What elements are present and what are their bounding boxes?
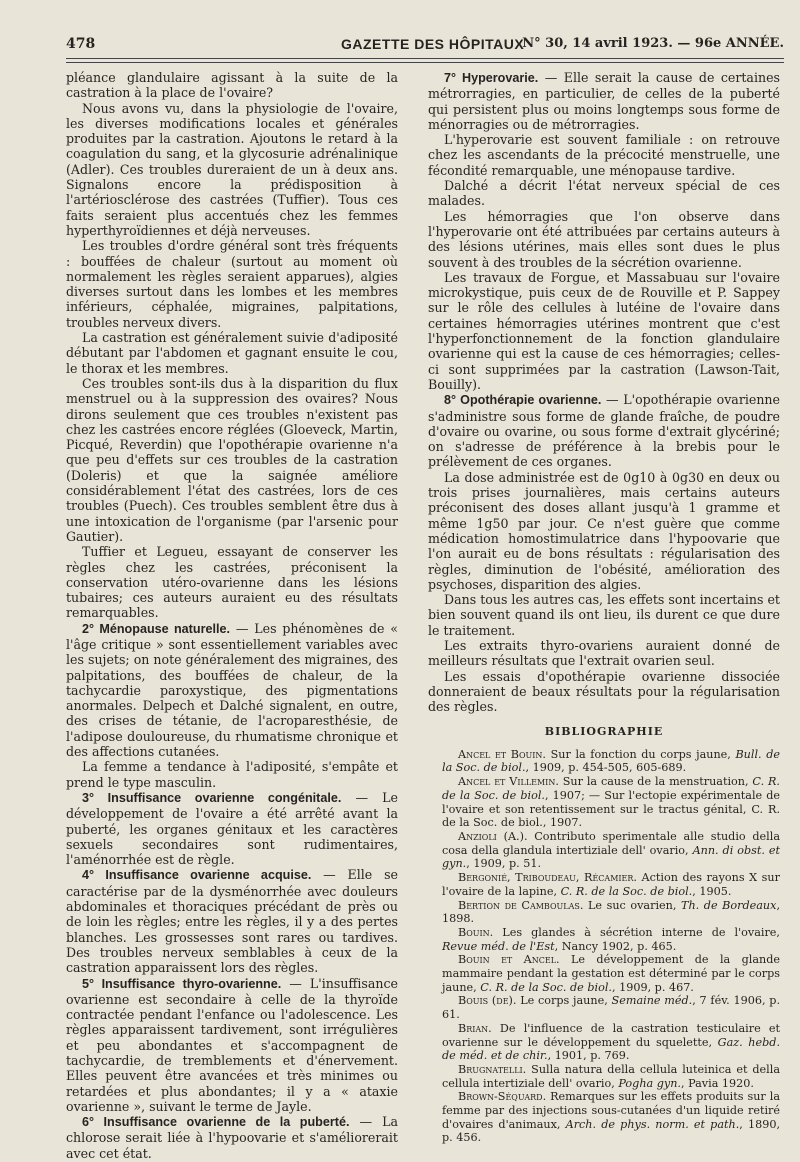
bibliography-source: Revue méd. de l'Est xyxy=(442,939,555,953)
section-acquired xyxy=(66,867,398,975)
section-heading: 2° Ménopause naturelle. xyxy=(82,621,230,636)
bibliography-details: , Nancy 1902, p. 465. xyxy=(554,939,677,953)
paragraph: Dalché a décrit l'état nerveux spécial de ces malades. xyxy=(428,178,780,209)
bibliography-source: Pogha gyn. xyxy=(618,1076,681,1090)
bibliography-entry xyxy=(428,994,780,1021)
section-text: — La chlorose serait liée à l'hypoovarie et s'améliorerait avec cet état. xyxy=(66,1114,398,1161)
bibliography-text: Sur la fonction du corps jaune, xyxy=(546,747,736,761)
bibliography-source: Semaine méd. xyxy=(611,994,693,1008)
bibliography-entry xyxy=(428,775,780,830)
running-header xyxy=(66,30,784,58)
issue-info: N° 30, 14 avril 1923. — 96e ANNÉE. xyxy=(522,36,784,51)
section-puberty xyxy=(66,1114,398,1161)
bibliography-author: Brown-Séquard. xyxy=(458,1090,547,1104)
bibliography-list xyxy=(428,748,780,1145)
bibliography-entry xyxy=(428,830,780,871)
paragraph: L'hyperovarie est souvent familiale : on retrouve chez les ascendants de la précocité menstruelle, une fécondité remarquable, une ménopause tardive. xyxy=(428,132,780,178)
bibliography-entry xyxy=(428,953,780,994)
section-congenital xyxy=(66,790,398,867)
paragraph: Les travaux de Forgue, et Massabuau sur l'ovaire microkystique, puis ceux de de Rouville et P. Sappey sur le rôle des cellules à lutéine de l'ovaire dans certaines hémorragies utérines montrent que c'est l'hyperfonctionnement de la fonction glandulaire ovarienne qui est la cause de ces hémorragies; celles-ci sont supprimées par la castration (Lawson-Tait, Bouilly). xyxy=(428,269,780,392)
bibliography-author: Brugnatelli. xyxy=(458,1062,527,1076)
section-text: — Elle se caractérise par de la dysménorrhée avec douleurs abdominales et thoraciques précédant de près ou de loin les règles; entre les règles, il y a des pertes blanches. Les grossesses sont rares ou tardives. Des troubles nerveux semblables à ceux de la castration apparaissent lors des règles. xyxy=(66,867,398,976)
journal-title: GAZETTE DES HÔPITAUX xyxy=(341,36,525,52)
paragraph: La dose administrée est de 0g10 à 0g30 en deux ou trois prises journalières, mais certains auteurs préconisent des doses allant jusqu'à 1 gramme et même 1g50 par jour. Ce n'est guère que comme médication homostimulatrice dans l'hypoovarie que l'on aurait eu de bons résultats : régularisation des règles, diminution de l'obésité, amélioration des psychoses, disparition des algies. xyxy=(428,469,780,592)
paragraph: Les hémorragies que l'on observe dans l'hyperovarie ont été attribuées par certains auteurs à des lésions utérines, mais elles sont dues le plus souvent à des troubles de la sécrétion ovarienne. xyxy=(428,208,780,270)
section-text: — Elle serait la cause de certaines métrorragies, en particulier, de celles de la puberté qui persistent plus ou moins longtemps sous forme de ménorragies ou de métrorragies. xyxy=(428,70,780,132)
section-thyro-ovarian xyxy=(66,976,398,1115)
bibliography-text: Contributo sperimentale alle studio della cosa della glandula intertiziale dell' ovario, xyxy=(442,829,780,857)
paragraph: Tuffier et Legueu, essayant de conserver les règles chez les castrées, préconisent la conservation utéro-ovarienne dans les lésions tubaires; ces auteurs auraient eu des résultats remarquables. xyxy=(66,544,398,621)
bibliography-details: , 1909, p. 467. xyxy=(611,980,694,994)
bibliography-text: Action des rayons X sur l'ovaire de la lapine, xyxy=(442,871,780,898)
paragraph: Ces troubles sont-ils dus à la disparition du flux menstruel ou à la suppression des ovaires? Nous dirons seulement que ces troubles n'existent pas chez les castrées encore réglées (Gloeveck, Martin, Picqué, Reverdin) que l'opothérapie ovarienne n'a que peu d'effets sur ces troubles de la castration (Doleris) et que la saignée améliore considérablement l'état des castrées, lors de ces troubles (Puech). Ces troubles semblent être dus à une intoxication de l'organisme (par l'arsenic pour Gautier). xyxy=(66,375,398,544)
section-heading: 6° Insuffisance ovarienne de la puberté. xyxy=(82,1115,350,1130)
section-heading: 7° Hyperovarie. xyxy=(444,71,539,85)
bibliography-details: , 1907; — Sur l'ectopie expérimentale de l'ovaire et son retentissement sur le tractus génital, C. R. de la Soc. de biol., 1907. xyxy=(442,788,780,830)
bibliography-entry xyxy=(428,899,780,926)
bibliography-source: Bull. de la Soc. de biol. xyxy=(442,747,780,775)
bibliography-author: Anzioli (A.). xyxy=(458,829,528,843)
paragraph: Les extraits thyro-ovariens auraient donné de meilleurs résultats que l'extrait ovarien seul. xyxy=(428,637,780,669)
paragraph: Les essais d'opothérapie ovarienne dissociée donneraient de beaux résultats pour la régularisation des règles. xyxy=(428,668,780,715)
bibliography-entry xyxy=(428,1022,780,1063)
section-text: — L'insuffisance ovarienne est secondaire à celle de la thyroïde contractée pendant l'enfance ou l'adolescence. Les règles apparaissent tardivement, sont irrégulières et peu abondantes et s'accompagnent de tachycardie, de tremblements et d'énervement. Elles peuvent être avancées et très minimes ou retardées et plus abondantes; il y a « ataxie ovarienne », suivant le terme de Jayle. xyxy=(66,975,398,1114)
bibliography-text: De l'influence de la castration testiculaire et ovarienne sur le développement du squelette, xyxy=(442,1021,780,1049)
section-menopause xyxy=(66,621,398,760)
left-column xyxy=(66,70,398,1161)
paragraph: Dans tous les autres cas, les effets sont incertains et bien souvent quand ils ont lieu, ils durent ce que dure le traitement. xyxy=(428,592,780,638)
bibliography-title: BIBLIOGRAPHIE xyxy=(544,725,664,739)
bibliography-entry xyxy=(428,871,780,898)
paragraph: Les troubles d'ordre général sont très fréquents : bouffées de chaleur (surtout au moment où normalement les règles seraient apparues), algies diverses surtout dans les lombes et les membres inférieurs, céphalée, migraines, palpitations, troubles nerveux divers. xyxy=(66,238,398,330)
section-heading: 4° Insuffisance ovarienne acquise. xyxy=(82,868,312,883)
bibliography-text: Sur la cause de la menstruation, xyxy=(558,775,753,789)
bibliography-source: C. R. de la Soc. de biol. xyxy=(442,775,780,802)
bibliography-author: Bertion de Camboulas. xyxy=(458,898,584,912)
bibliography-author: Bouin et Ancel. xyxy=(458,953,560,967)
paragraph: pléance glandulaire agissant à la suite de la castration à la place de l'ovaire? xyxy=(66,70,398,101)
section-hyperovarie xyxy=(428,70,780,132)
header-rule-bottom xyxy=(66,62,784,63)
section-text: — Les phénomènes de « l'âge critique » sont essentiellement variables avec les sujets; on note généralement des migraines, des palpitations, des bouffées de chaleur, de la tachycardie paroxystique, des pigmentations anormales. Delpech et Dalché signalent, en outre, des crises de tétanie, de l'acroparesthésie, de l'adipose douloureuse, du rhumatisme chronique et des affections cutanées. xyxy=(66,620,398,760)
bibliography-source: Gaz. hebd. de méd. et de chir. xyxy=(442,1035,780,1063)
bibliography-entry xyxy=(428,748,780,775)
paragraph: Nous avons vu, dans la physiologie de l'ovaire, les diverses modifications locales et générales produites par la castration. Ajoutons le retard à la coagulation du sang, et la glycosurie adrénalinique (Adler). Ces troubles dureraient de un à deux ans. Signalons encore la prédisposition à l'artériosclérose des castrées (Tuffier). Tous ces faits seraient plus accentués chez les femmes hyperthyroïdiennes et déjà nerveuses. xyxy=(66,100,398,238)
paragraph: La castration est généralement suivie d'adiposité débutant par l'abdomen et gagnant ensuite le cou, le thorax et les membres. xyxy=(66,330,398,376)
section-heading: 3° Insuffisance ovarienne congénitale. xyxy=(82,790,342,805)
right-column xyxy=(428,70,780,1150)
section-opotherapie xyxy=(428,392,780,469)
bibliography-details: , 7 fév. 1906, p. 61. xyxy=(442,994,780,1022)
bibliography-entry xyxy=(428,1063,780,1090)
section-heading: 5° Insuffisance thyro-ovarienne. xyxy=(82,976,282,991)
bibliography-author: Bouin. xyxy=(458,925,494,939)
bibliography-details: , 1909, p. 454-505, 605-689. xyxy=(525,761,687,775)
bibliography-details: , 1909, p. 51. xyxy=(466,857,542,871)
bibliography-source: Arch. de phys. norm. et path. xyxy=(565,1117,740,1131)
bibliography-details: , 1898. xyxy=(442,898,780,926)
bibliography-source: C. R. de la Soc. de biol. xyxy=(560,884,693,898)
bibliography-source: Th. de Bordeaux xyxy=(681,898,777,912)
bibliography-author: Bergonié, Triboudeau, Récamier. xyxy=(458,871,637,885)
bibliography-entry xyxy=(428,1090,780,1145)
bibliography-author: Bouis (de). xyxy=(458,994,517,1008)
bibliography-details: , 1890, p. 456. xyxy=(442,1117,781,1145)
page-number: 478 xyxy=(66,36,96,52)
bibliography-entry xyxy=(428,926,780,953)
bibliography-author: Brian. xyxy=(458,1021,492,1035)
section-text: — L'opothérapie ovarienne s'administre sous forme de glande fraîche, de poudre d'ovaire ou ovarine, ou sous forme d'extrait glycériné; on s'adresse de préférence à la brebis pour le prélèvement de ces organes. xyxy=(428,392,780,470)
bibliography-source: C. R. de la Soc. de biol. xyxy=(480,980,612,994)
bibliography-text: Remarques sur les effets produits sur la femme par des injections sous-cutanées d'un liquide retiré d'ovaires d'animaux, xyxy=(442,1090,780,1131)
bibliography-text: Les glandes à sécrétion interne de l'ovaire, xyxy=(493,925,780,939)
bibliography-text: Le corps jaune, xyxy=(516,994,612,1008)
bibliography-text: Le suc ovarien, xyxy=(583,898,681,912)
bibliography-author: Ancel et Bouin. xyxy=(458,747,546,761)
bibliography-details: , Pavia 1920. xyxy=(681,1076,754,1090)
bibliography-author: Ancel et Villemin. xyxy=(458,775,559,789)
bibliography-text: Sulla natura della cellula luteinica et della cellula intertiziale dell' ovario, xyxy=(442,1062,780,1090)
paragraph: La femme a tendance à l'adiposité, s'empâte et prend le type masculin. xyxy=(66,759,398,790)
header-rule-top xyxy=(66,58,784,59)
bibliography-text: Le développement de la glande mammaire pendant la gestation est déterminé par le corps jaune, xyxy=(442,953,780,994)
bibliography-source: Ann. di obst. et gyn. xyxy=(442,843,780,871)
bibliography-details: , 1901, p. 769. xyxy=(547,1049,630,1063)
section-heading: 8° Opothérapie ovarienne. xyxy=(444,393,602,408)
bibliography-details: , 1905. xyxy=(692,884,732,898)
section-text: — Le développement de l'ovaire a été arrêté avant la puberté, les organes génitaux et les caractères sexuels secondaires sont rudimentaires, l'aménorrhée est de règle. xyxy=(66,789,398,868)
